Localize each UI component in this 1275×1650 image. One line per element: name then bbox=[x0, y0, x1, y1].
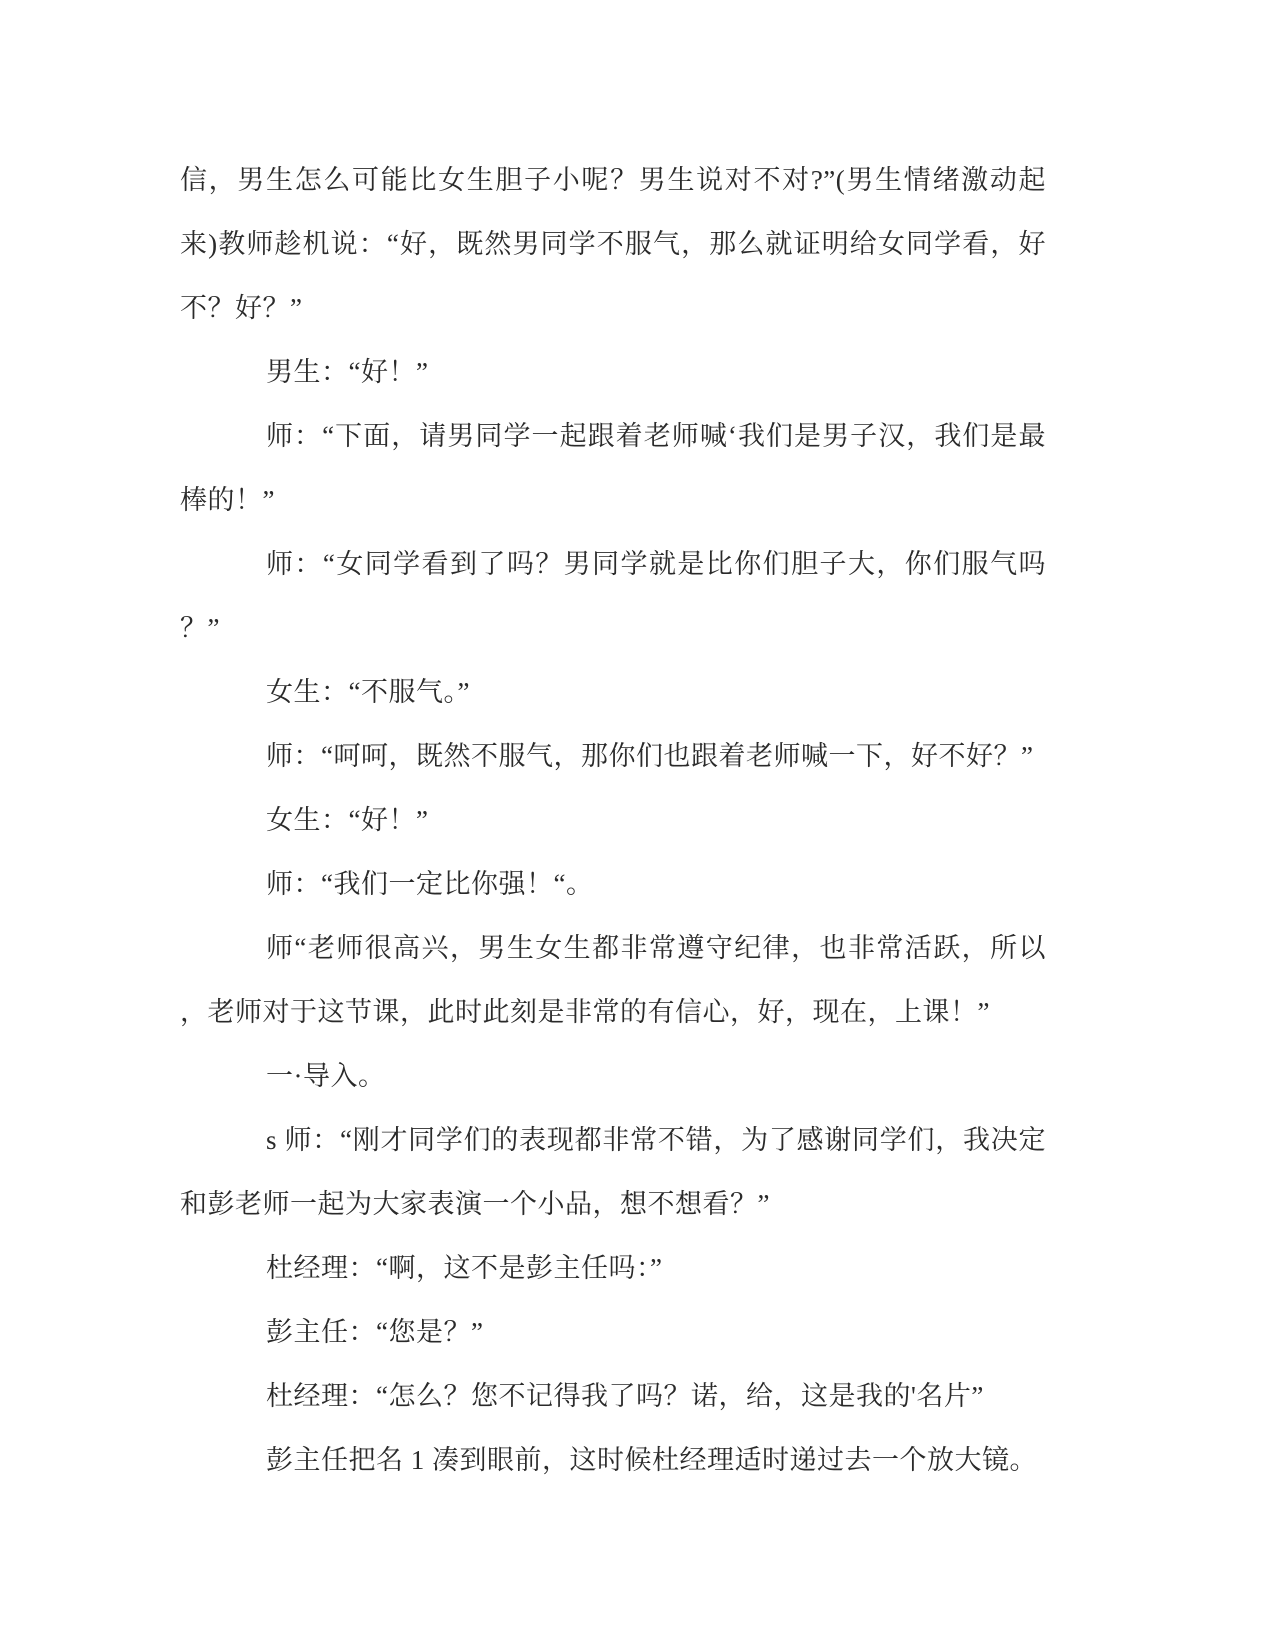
text-line: 杜经理：“怎么？您不记得我了吗？诺，给，这是我的'名片” bbox=[266, 1381, 984, 1411]
text-line: 杜经理：“啊，这不是彭主任吗：” bbox=[266, 1253, 663, 1283]
text-line: ，老师对于这节课，此时此刻是非常的有信心，好，现在，上课！” bbox=[180, 997, 990, 1027]
document-text-block bbox=[180, 148, 1046, 1492]
text-line: 和彭老师一起为大家表演一个小品，想不想看？” bbox=[180, 1189, 770, 1219]
text-line: 彭主任把名 1 凑到眼前，这时候杜经理适时递过去一个放大镜。 bbox=[266, 1445, 1037, 1475]
text-line: 女生：“好！” bbox=[266, 805, 429, 835]
text-line: 来)教师趁机说：“好，既然男同学不服气，那么就证明给女同学看，好 bbox=[180, 229, 1046, 259]
text-line: 师：“女同学看到了吗？男同学就是比你们胆子大，你们服气吗 bbox=[266, 549, 1046, 579]
text-line: ？” bbox=[180, 613, 220, 643]
text-line: 师：“下面，请男同学一起跟着老师喊‘我们是男子汉，我们是最 bbox=[266, 421, 1046, 451]
text-line: 师：“我们一定比你强！“。 bbox=[266, 869, 594, 899]
text-line: 棒的！” bbox=[180, 485, 275, 515]
text-line: 男生：“好！” bbox=[266, 357, 429, 387]
text-line: s 师：“刚才同学们的表现都非常不错，为了感谢同学们，我决定 bbox=[266, 1125, 1046, 1155]
text-line: 师“老师很高兴，男生女生都非常遵守纪律，也非常活跃，所以 bbox=[266, 933, 1046, 963]
text-line: 一·导入。 bbox=[266, 1061, 386, 1091]
text-line: 彭主任：“您是？” bbox=[266, 1317, 484, 1347]
text-line: 师：“呵呵，既然不服气，那你们也跟着老师喊一下，好不好？” bbox=[266, 741, 1034, 771]
text-line: 信，男生怎么可能比女生胆子小呢？男生说对不对?”(男生情绪激动起 bbox=[180, 165, 1046, 195]
text-line: 不？好？” bbox=[180, 293, 303, 323]
text-line: 女生：“不服气。” bbox=[266, 677, 470, 707]
